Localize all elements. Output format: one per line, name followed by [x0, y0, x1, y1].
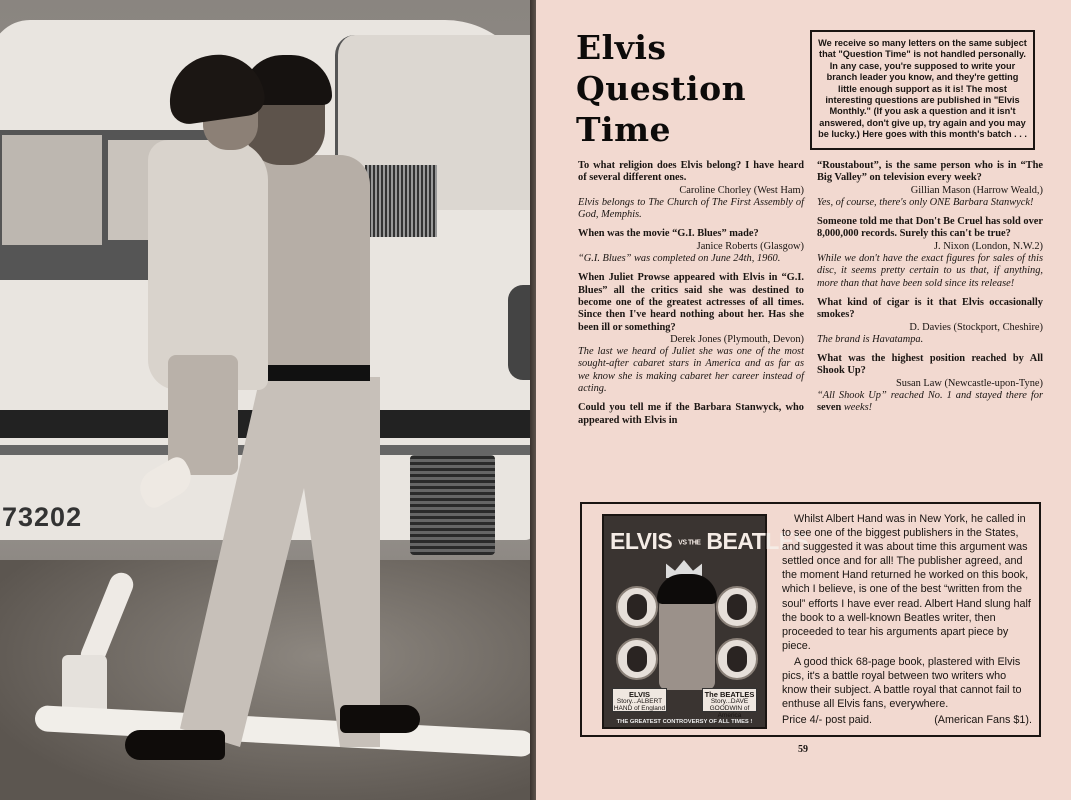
- helicopter-grille: [410, 455, 495, 555]
- question: “Roustabout”, is the same person who is in “The Big Valley” on television every week?: [817, 160, 1043, 184]
- elvis-portrait-hair: [657, 574, 717, 604]
- qa-item: [578, 228, 804, 265]
- price: Price 4/- post paid.: [782, 714, 873, 727]
- book-promo-box: [580, 502, 1041, 737]
- qa-item: [817, 160, 1043, 209]
- price-row: [782, 713, 1032, 727]
- book-title: [610, 528, 809, 555]
- qa-item: [578, 272, 804, 395]
- question: When Juliet Prowse appeared with Elvis in “G.I. Blues” all the critics said she was destined to become one of the greatest actresses of all times. Since then I've heard nothing about her. Has she been ill or something?: [578, 272, 804, 333]
- child-hair: [164, 49, 267, 127]
- answer: The last we heard of Juliet she was one of the most sought-after cabaret stars in America and as far as we know she is making cabaret her career instead of acting.: [578, 346, 804, 395]
- headline-line: Question: [576, 69, 747, 108]
- qa-item: [578, 402, 804, 427]
- book-label-sub: Story...DAVE GOODWIN of America: [709, 698, 750, 719]
- qa-item: [578, 160, 804, 221]
- child-coat: [148, 140, 268, 390]
- question: Someone told me that Don't Be Cruel has sold over 8,000,000 records. Surely this can't be true?: [817, 216, 1043, 240]
- answer: The brand is Havatampa.: [817, 333, 924, 345]
- book-label-sub: Story...ALBERT HAND of England: [613, 698, 666, 712]
- question: When was the movie “G.I. Blues” made?: [578, 228, 759, 240]
- man-shoe: [125, 730, 225, 760]
- qa-item: [817, 297, 1043, 346]
- answer-emphasis: seven: [817, 402, 842, 414]
- book-title-left: ELVIS: [610, 528, 673, 554]
- article-headline: [576, 27, 816, 150]
- promo-paragraph: A good thick 68-page book, plastered with Elvis pics, it's a battle royal between two writers who know their subject. A battle royal that cannot fail to enthuse all Elvis fans, everywhere.: [782, 655, 1022, 711]
- promo-text: [782, 512, 1032, 727]
- beatle-portrait-icon: [616, 586, 658, 628]
- photo-page: [0, 0, 532, 800]
- reader-name: Janice Roberts (Glasgow): [696, 240, 804, 252]
- reader-name: Derek Jones (Plymouth, Devon): [670, 333, 804, 345]
- book-label-title: ELVIS: [628, 690, 651, 699]
- beatle-portrait-icon: [716, 586, 758, 628]
- answer-text: “All Shook Up” reached No. 1 and stayed there for: [817, 390, 1043, 402]
- answer: While we don't have the exact figures for sales of this disc, it seems pretty certain to us that, if anything, more than that have been sold since its release!: [817, 253, 1043, 289]
- qa-item: [817, 216, 1043, 290]
- question: Could you tell me if the Barbara Stanwyck, who appeared with Elvis in: [578, 402, 804, 426]
- book-label-title: The BEATLES: [704, 690, 755, 699]
- book-footer: THE GREATEST CONTROVERSY OF ALL TIMES !: [616, 719, 753, 725]
- intro-box: We receive so many letters on the same subject that "Question Time" is not handled personally. In any case, you're supposed to write your branch leader you know, and they're getting little enough support as it is! The most interesting questions are published in "Elvis Monthly." (If you ask a question and it isn't answered, don't give up, try again and you may be lucky.) Here goes with this month's batch . . .: [810, 30, 1035, 150]
- promo-paragraph: Whilst Albert Hand was in New York, he called in to see one of the biggest publishers in the States, and suggested it was about time this argument was settled once and for all! The publisher agreed, and the moment Hand returned he worked on this book, which I believe, is one of the best “written from the soul” efforts I have ever read. Albert Hand slung half the book to a well-known Beatles writer, then proceeded to tear his arguments apart piece by piece.: [782, 513, 1031, 652]
- reader-name: J. Nixon (London, N.W.2): [934, 240, 1043, 252]
- reader-name: Gillian Mason (Harrow Weald,): [910, 184, 1043, 196]
- qa-column-right: [817, 160, 1043, 422]
- headline-line: Time: [576, 110, 672, 149]
- tail-number: 73202: [2, 502, 83, 532]
- question: What was the highest position reached by All Shook Up?: [817, 353, 1043, 377]
- helicopter-window: [2, 135, 102, 245]
- answer: Yes, of course, there's only ONE Barbara Stanwyck!: [817, 196, 1034, 208]
- book-title-right: BEATLES: [706, 528, 809, 554]
- question: To what religion does Elvis belong? I have heard of several different ones.: [578, 160, 804, 184]
- answer: [817, 390, 1043, 415]
- answer: “G.I. Blues” was completed on June 24th, 1960.: [578, 253, 781, 265]
- reader-name: D. Davies (Stockport, Cheshire): [909, 321, 1043, 333]
- headline-line: Elvis: [576, 28, 667, 67]
- book-label-beatles: [702, 688, 757, 719]
- child-figure: [148, 55, 278, 475]
- man-shoe: [340, 705, 420, 733]
- book-title-vs: VS THE: [678, 539, 701, 547]
- page-number: 59: [798, 744, 808, 755]
- reader-name: Caroline Chorley (West Ham): [679, 184, 804, 196]
- answer: Elvis belongs to The Church of The First Assembly of God, Memphis.: [578, 196, 804, 221]
- book-label-elvis: [612, 688, 667, 712]
- price-us: (American Fans $1).: [934, 714, 1032, 727]
- beatle-portrait-icon: [616, 638, 658, 680]
- question: What kind of cigar is it that Elvis occasionally smokes?: [817, 296, 1043, 321]
- beatle-portrait-icon: [716, 638, 758, 680]
- reader-name: Susan Law (Newcastle-upon-Tyne): [895, 377, 1043, 389]
- answer-text: weeks!: [841, 402, 873, 414]
- article-page: [536, 0, 1071, 800]
- qa-column-left: [578, 160, 804, 434]
- qa-item: [817, 353, 1043, 414]
- book-cover: [602, 514, 809, 729]
